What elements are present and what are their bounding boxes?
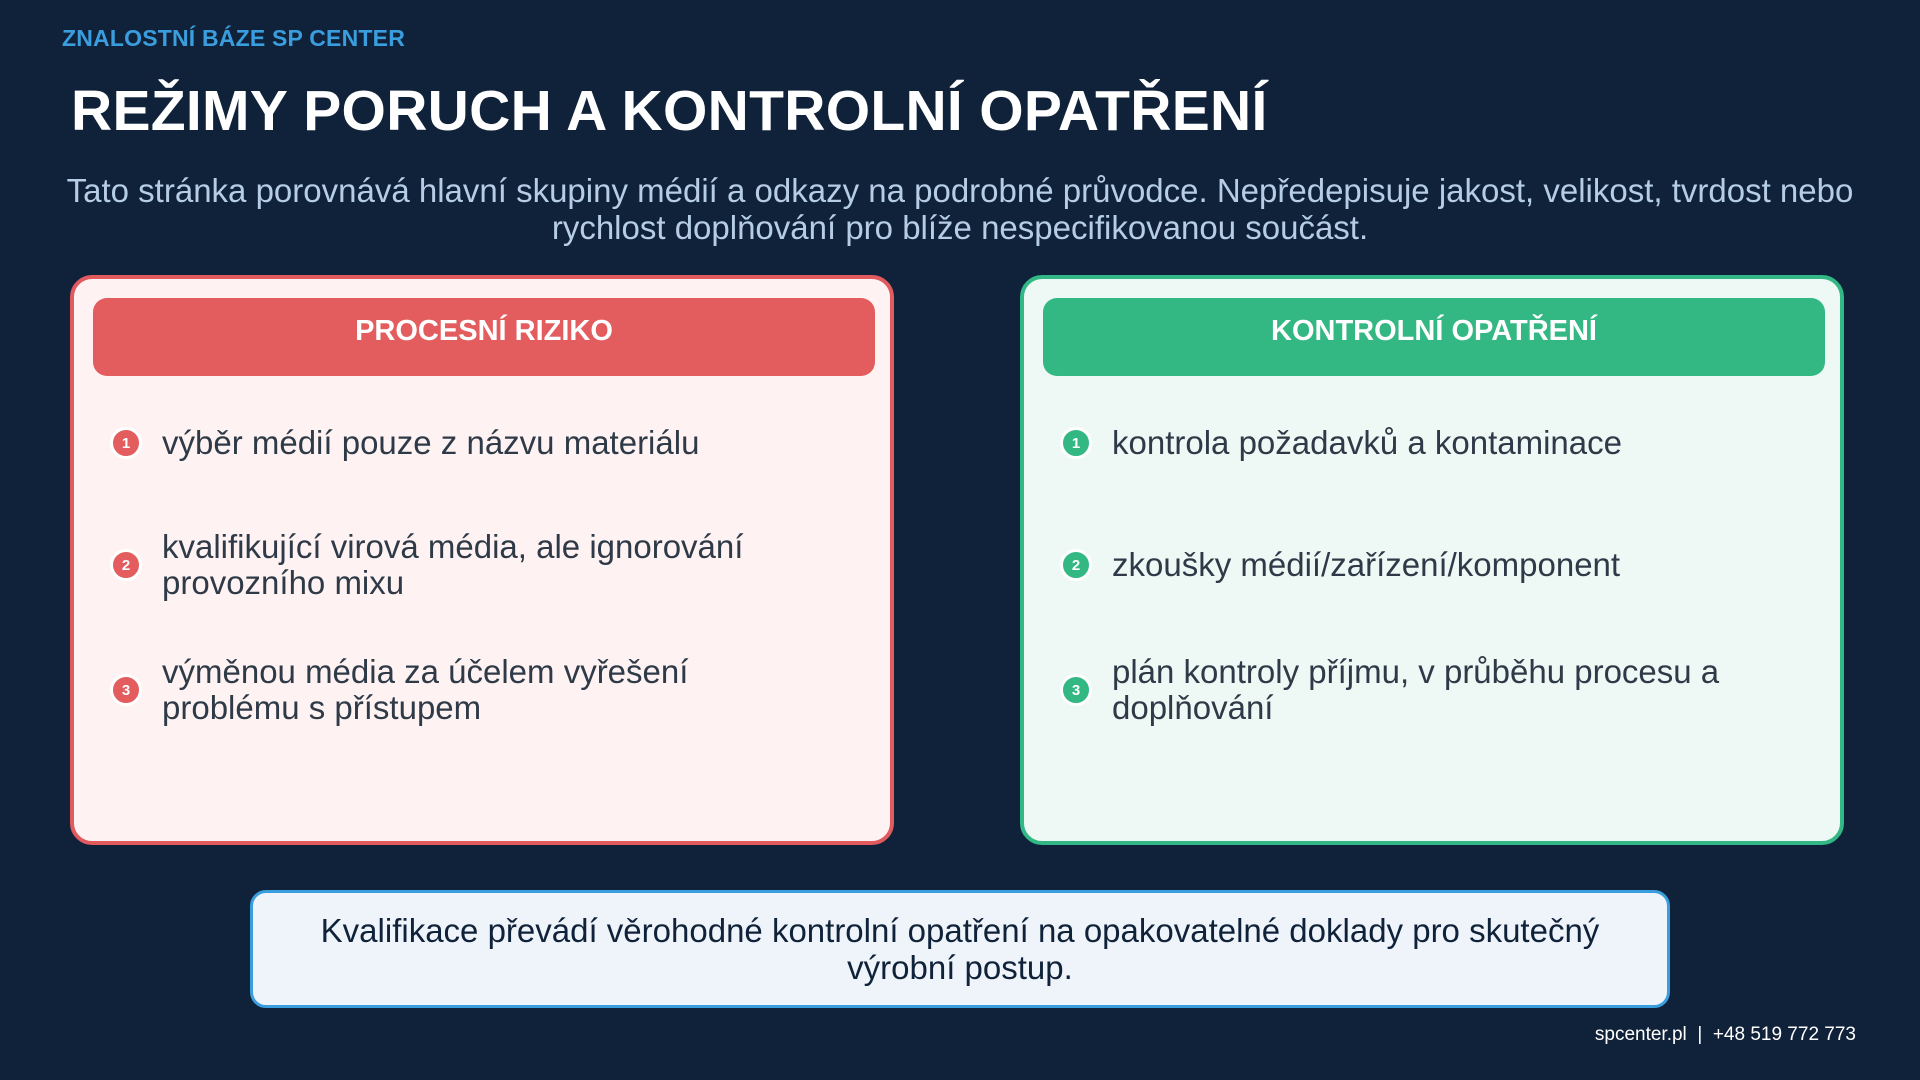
number-badge-3: 3	[110, 674, 142, 706]
number-badge-3: 3	[1060, 674, 1092, 706]
number-badge-1: 1	[110, 427, 142, 459]
contact-info: spcenter.pl | +48 519 772 773	[1594, 1024, 1856, 1045]
control-item-text: plán kontroly příjmu, v průběhu procesu a doplňování	[1112, 653, 1720, 726]
process-risk-panel	[70, 275, 894, 845]
page-title: REŽIMY PORUCH A KONTROLNÍ OPATŘENÍ	[71, 79, 1268, 143]
process-risk-header: PROCESNÍ RIZIKO	[93, 298, 875, 376]
number-badge-2: 2	[110, 549, 142, 581]
risk-item-text: výběr médií pouze z názvu materiálu	[162, 424, 700, 461]
risk-item-2	[110, 529, 850, 601]
number-badge-1: 1	[1060, 427, 1092, 459]
risk-item-text: výměnou média za účelem vyřešení problému s přístupem	[162, 653, 689, 726]
control-item-text: kontrola požadavků a kontaminace	[1112, 424, 1622, 461]
knowledge-base-label: ZNALOSTNÍ BÁZE SP CENTER	[62, 25, 406, 51]
control-measures-panel	[1020, 275, 1844, 845]
risk-item-text: kvalifikující virová média, ale ignorování provozního mixu	[162, 528, 744, 601]
control-item-2	[1060, 547, 1800, 583]
number-badge-2: 2	[1060, 549, 1092, 581]
page-subtitle: Tato stránka porovnává hlavní skupiny médií a odkazy na podrobné průvodce. Nepředepisuje jakost, velikost, tvrdost nebo rychlost doplňování pro blíže nespecifikovanou součást.	[66, 172, 1854, 246]
control-item-text: zkoušky médií/zařízení/komponent	[1112, 546, 1621, 583]
risk-item-3	[110, 654, 850, 726]
control-measures-header: KONTROLNÍ OPATŘENÍ	[1043, 298, 1825, 376]
risk-item-1	[110, 425, 850, 461]
summary-note	[250, 890, 1670, 1008]
summary-note-text: Kvalifikace převádí věrohodné kontrolní opatření na opakovatelné doklady pro skutečný výrobní postup.	[320, 912, 1600, 986]
control-item-3	[1060, 654, 1800, 726]
control-item-1	[1060, 425, 1800, 461]
